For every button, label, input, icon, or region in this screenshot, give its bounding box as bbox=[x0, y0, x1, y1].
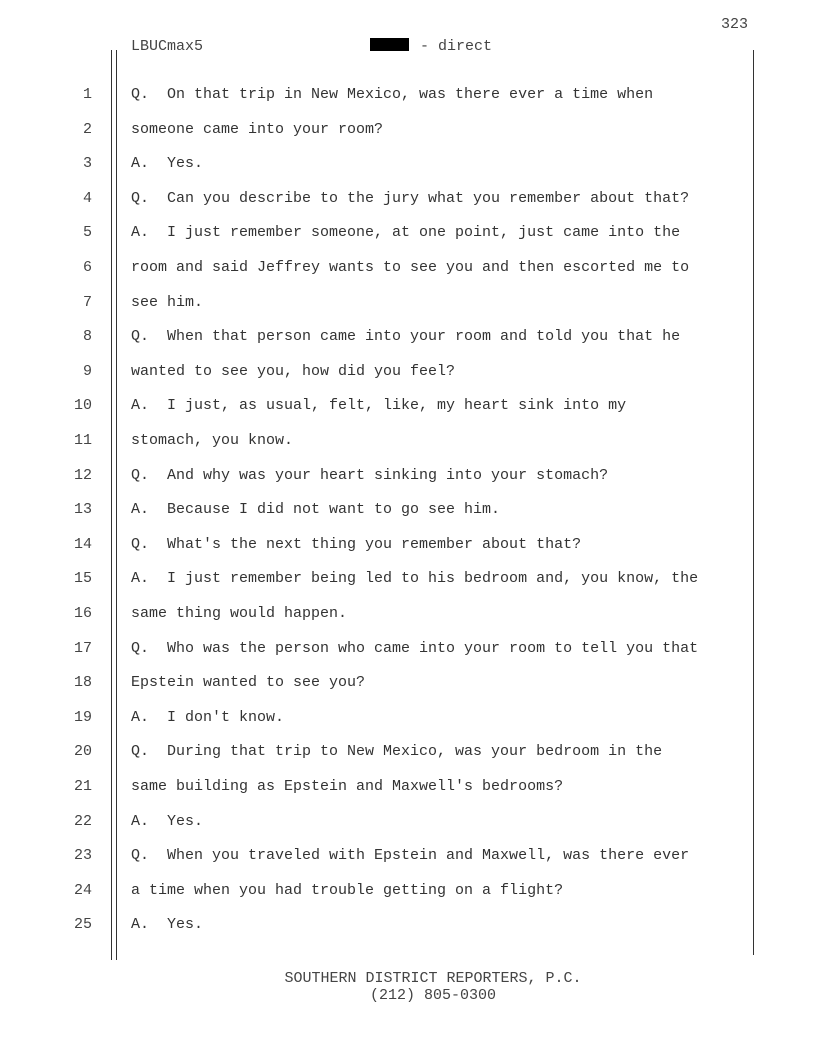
footer-reporter: SOUTHERN DISTRICT REPORTERS, P.C. bbox=[284, 970, 582, 987]
line-text: A. I just remember being led to his bedroom and, you know, the bbox=[131, 570, 699, 588]
transcript-line bbox=[0, 120, 816, 140]
line-number: 21 bbox=[73, 778, 92, 795]
transcript-line bbox=[0, 293, 816, 313]
line-number: 13 bbox=[73, 501, 92, 519]
header-case-code: LBUCmax5 bbox=[131, 38, 204, 55]
line-text: room and said Jeffrey wants to see you and then escorted me to bbox=[131, 259, 690, 276]
line-number: 24 bbox=[73, 881, 92, 899]
line-text: same thing would happen. bbox=[131, 605, 348, 622]
transcript-line bbox=[0, 466, 816, 486]
line-number: 25 bbox=[73, 916, 92, 934]
line-number: 9 bbox=[82, 362, 92, 380]
line-text: A. Because I did not want to go see him. bbox=[131, 501, 501, 519]
line-text: stomach, you know. bbox=[131, 432, 294, 449]
transcript-line bbox=[0, 431, 816, 451]
transcript-line bbox=[0, 396, 816, 416]
line-text: A. I just remember someone, at one point, just came into the bbox=[131, 224, 681, 242]
transcript-line bbox=[0, 569, 816, 589]
line-number: 2 bbox=[82, 120, 92, 138]
line-number: 16 bbox=[73, 605, 92, 622]
line-number: 22 bbox=[73, 812, 92, 830]
line-number: 7 bbox=[82, 293, 92, 311]
line-text: A. I just, as usual, felt, like, my heart sink into my bbox=[131, 397, 627, 415]
transcript-line bbox=[0, 258, 816, 278]
line-text: a time when you had trouble getting on a flight? bbox=[131, 881, 564, 899]
transcript-line bbox=[0, 362, 816, 382]
transcript-line bbox=[0, 535, 816, 555]
transcript-line bbox=[0, 915, 816, 935]
line-text: wanted to see you, how did you feel? bbox=[131, 362, 456, 380]
line-number: 11 bbox=[73, 432, 92, 449]
line-text: A. Yes. bbox=[131, 812, 204, 830]
line-text: Epstein wanted to see you? bbox=[131, 674, 366, 692]
transcript-line bbox=[0, 327, 816, 347]
line-number: 4 bbox=[82, 189, 92, 207]
line-number: 5 bbox=[82, 224, 92, 242]
line-text: Q. And why was your heart sinking into your stomach? bbox=[131, 466, 609, 484]
transcript-line bbox=[0, 85, 816, 105]
redaction-block bbox=[370, 38, 409, 51]
line-text: A. Yes. bbox=[131, 916, 204, 934]
line-text: Q. When that person came into your room and told you that he bbox=[131, 328, 681, 346]
line-number: 20 bbox=[73, 743, 92, 761]
page-number: 323 bbox=[720, 16, 748, 33]
line-number: 1 bbox=[82, 86, 92, 103]
transcript-line bbox=[0, 777, 816, 797]
line-number: 3 bbox=[82, 155, 92, 173]
transcript-line bbox=[0, 881, 816, 901]
line-text: someone came into your room? bbox=[131, 120, 384, 138]
line-text: Q. What's the next thing you remember about that? bbox=[131, 535, 582, 553]
transcript-line bbox=[0, 846, 816, 866]
footer-phone: (212) 805-0300 bbox=[369, 987, 497, 1004]
line-text: Q. Who was the person who came into your room to tell you that bbox=[131, 639, 699, 657]
transcript-line bbox=[0, 742, 816, 762]
transcript-line bbox=[0, 154, 816, 174]
transcript-line bbox=[0, 223, 816, 243]
witness-suffix: - direct bbox=[411, 38, 493, 55]
line-text: see him. bbox=[131, 293, 204, 311]
transcript-line bbox=[0, 708, 816, 728]
line-number: 12 bbox=[73, 466, 92, 484]
line-text: same building as Epstein and Maxwell's bedrooms? bbox=[131, 778, 564, 795]
line-text: A. I don't know. bbox=[131, 708, 285, 726]
line-text: Q. Can you describe to the jury what you remember about that? bbox=[131, 189, 690, 207]
line-number: 8 bbox=[82, 328, 92, 346]
line-number: 18 bbox=[73, 674, 92, 692]
line-number: 6 bbox=[82, 259, 92, 276]
line-text: A. Yes. bbox=[131, 155, 204, 173]
line-number: 15 bbox=[73, 570, 92, 588]
line-number: 19 bbox=[73, 708, 92, 726]
line-number: 17 bbox=[73, 639, 92, 657]
line-number: 14 bbox=[73, 535, 92, 553]
transcript-line bbox=[0, 500, 816, 520]
transcript-line bbox=[0, 189, 816, 209]
transcript-line bbox=[0, 604, 816, 624]
header-witness bbox=[370, 38, 492, 55]
transcript-line bbox=[0, 639, 816, 659]
line-number: 23 bbox=[73, 847, 92, 865]
transcript-line bbox=[0, 812, 816, 832]
line-text: Q. During that trip to New Mexico, was your bedroom in the bbox=[131, 743, 663, 761]
line-text: Q. When you traveled with Epstein and Maxwell, was there ever bbox=[131, 847, 690, 865]
transcript-line bbox=[0, 673, 816, 693]
line-text: Q. On that trip in New Mexico, was there ever a time when bbox=[131, 86, 654, 103]
line-number: 10 bbox=[73, 397, 92, 415]
